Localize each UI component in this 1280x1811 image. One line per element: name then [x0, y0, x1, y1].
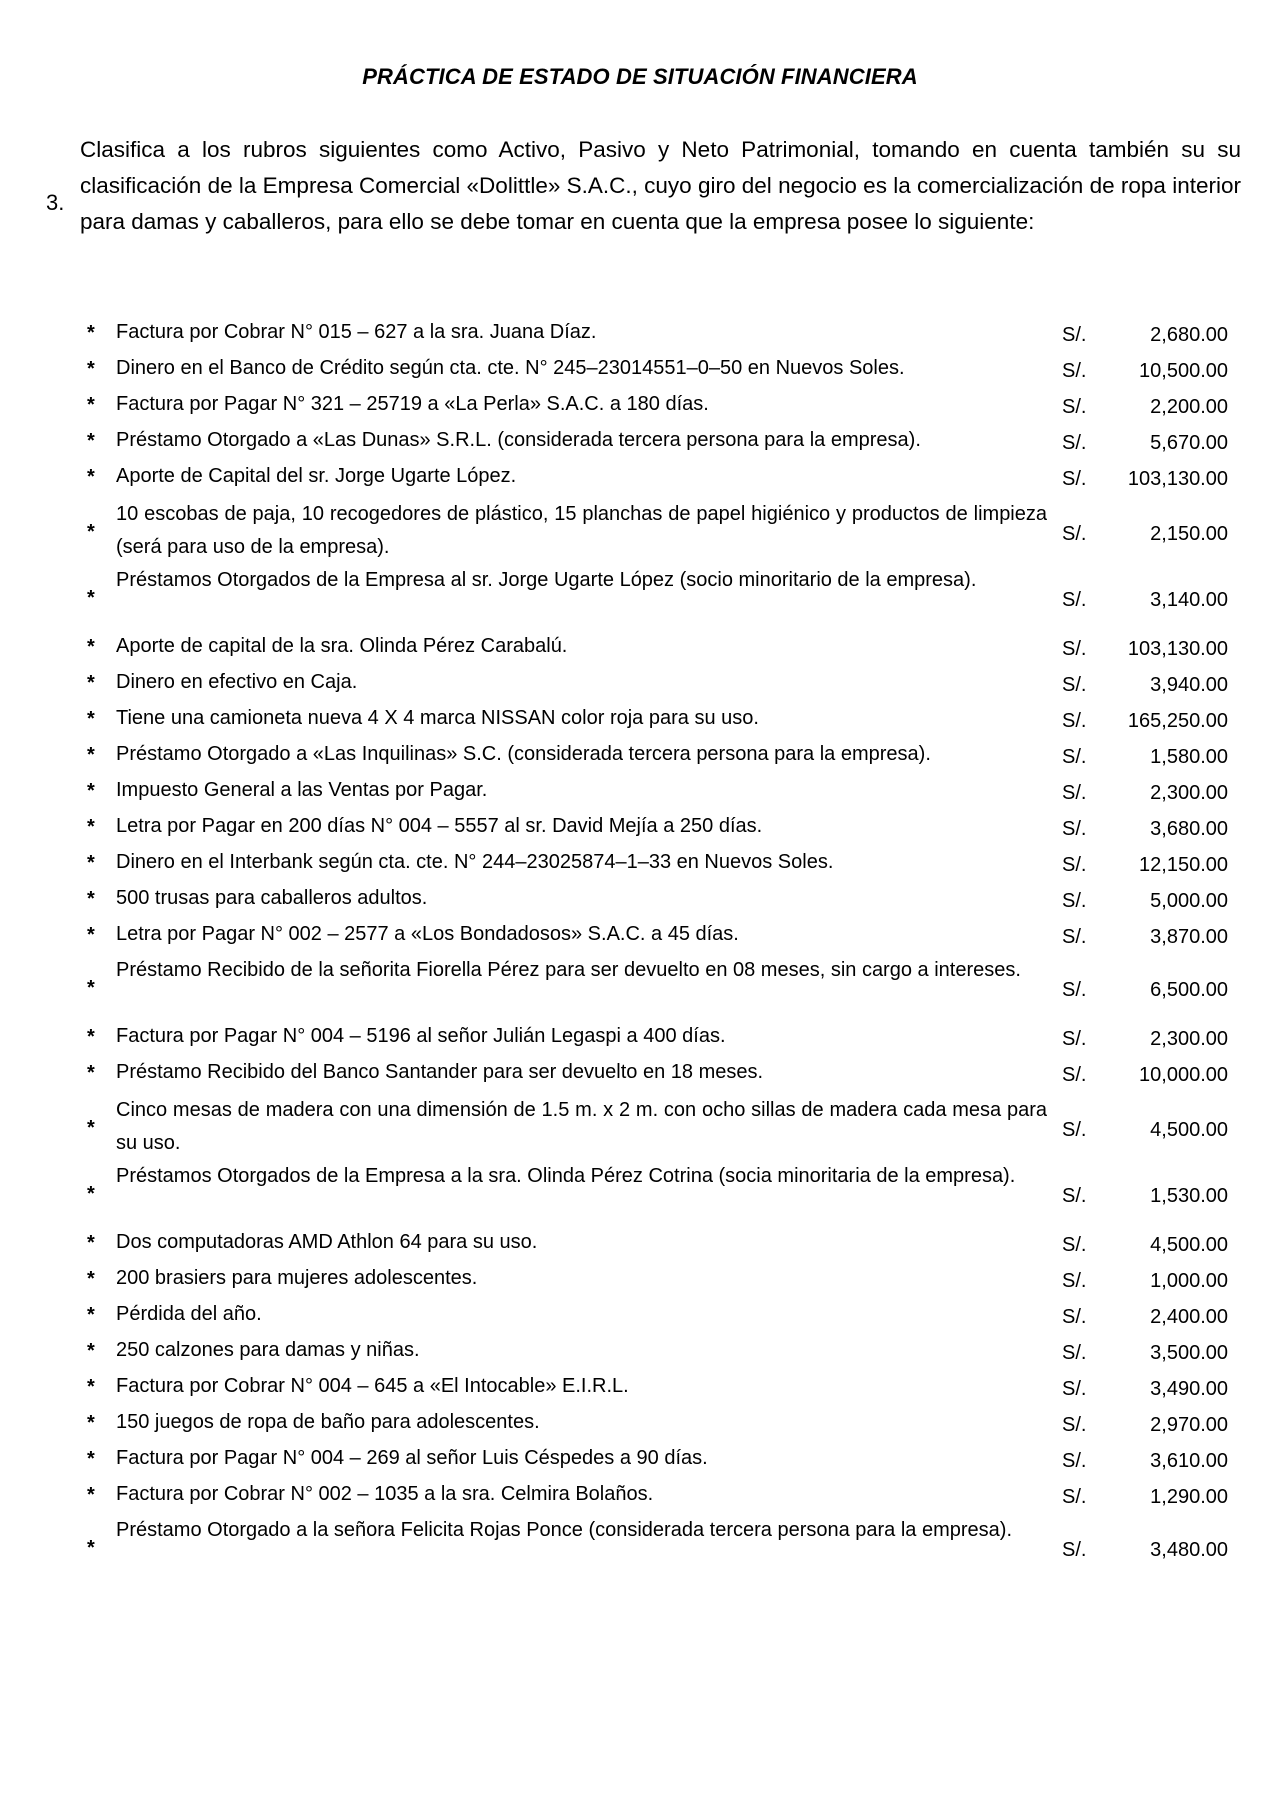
bullet-marker: *	[87, 672, 95, 694]
list-item	[0, 668, 1280, 701]
list-item	[0, 1336, 1280, 1369]
item-currency: S/.	[1062, 979, 1087, 1001]
item-currency: S/.	[1062, 1486, 1087, 1508]
item-currency: S/.	[1062, 1234, 1087, 1256]
document-title: PRÁCTICA DE ESTADO DE SITUACIÓN FINANCIERA	[362, 64, 918, 89]
bullet-marker: *	[87, 1183, 95, 1205]
item-description: 200 brasiers para mujeres adolescentes.	[116, 1267, 478, 1289]
list-item	[0, 1162, 1280, 1228]
item-amount: 2,400.00	[1150, 1306, 1228, 1328]
list-item	[0, 1058, 1280, 1091]
item-currency: S/.	[1062, 523, 1087, 545]
bullet-marker: *	[87, 322, 95, 344]
bullet-marker: *	[87, 636, 95, 658]
item-currency: S/.	[1062, 674, 1087, 696]
question-number: 3.	[46, 190, 65, 215]
item-description: Factura por Cobrar N° 015 – 627 a la sra. Juana Díaz.	[116, 321, 597, 343]
bullet-marker: *	[87, 1062, 95, 1084]
item-amount: 2,300.00	[1150, 782, 1228, 804]
list-item	[0, 812, 1280, 845]
item-description: Dinero en el Interbank según cta. cte. N° 244–23025874–1–33 en Nuevos Soles.	[116, 851, 834, 873]
list-item	[0, 566, 1280, 632]
item-description: Tiene una camioneta nueva 4 X 4 marca NISSAN color roja para su uso.	[116, 707, 759, 729]
item-currency: S/.	[1062, 396, 1087, 418]
item-currency: S/.	[1062, 710, 1087, 732]
item-amount: 3,500.00	[1150, 1342, 1228, 1364]
list-item	[0, 1022, 1280, 1055]
bullet-marker: *	[87, 1268, 95, 1290]
item-description: Cinco mesas de madera con una dimensión de 1.5 m. x 2 m. con ocho sillas de madera cada mesa para su uso.	[116, 1099, 1047, 1154]
item-description: Dos computadoras AMD Athlon 64 para su uso.	[116, 1231, 538, 1253]
bullet-marker: *	[87, 1448, 95, 1470]
item-description: 150 juegos de ropa de baño para adolescentes.	[116, 1411, 540, 1433]
list-item	[0, 1300, 1280, 1333]
item-currency: S/.	[1062, 926, 1087, 948]
item-description: Dinero en efectivo en Caja.	[116, 671, 358, 693]
bullet-marker: *	[87, 744, 95, 766]
item-amount: 3,140.00	[1150, 589, 1228, 611]
item-currency: S/.	[1062, 746, 1087, 768]
list-item	[0, 1372, 1280, 1405]
item-amount: 103,130.00	[1127, 638, 1228, 660]
item-description: 500 trusas para caballeros adultos.	[116, 887, 428, 909]
item-currency: S/.	[1062, 890, 1087, 912]
item-amount: 3,480.00	[1150, 1539, 1228, 1561]
list-item	[0, 426, 1280, 459]
item-currency: S/.	[1062, 1270, 1087, 1292]
bullet-marker: *	[87, 587, 95, 609]
bullet-marker: *	[87, 924, 95, 946]
list-item	[0, 1444, 1280, 1477]
item-amount: 5,000.00	[1150, 890, 1228, 912]
bullet-marker: *	[87, 1537, 95, 1559]
list-item	[0, 1480, 1280, 1513]
bullet-marker: *	[87, 1304, 95, 1326]
item-currency: S/.	[1062, 1064, 1087, 1086]
list-item	[0, 390, 1280, 423]
item-amount: 2,970.00	[1150, 1414, 1228, 1436]
bullet-marker: *	[87, 1376, 95, 1398]
list-item	[0, 354, 1280, 387]
item-description: Factura por Pagar N° 004 – 5196 al señor Julián Legaspi a 400 días.	[116, 1025, 726, 1047]
item-currency: S/.	[1062, 324, 1087, 346]
item-currency: S/.	[1062, 360, 1087, 382]
item-description: Préstamos Otorgados de la Empresa a la sra. Olinda Pérez Cotrina (socia minoritaria de la empresa).	[116, 1165, 1016, 1187]
item-amount: 2,150.00	[1150, 523, 1228, 545]
item-currency: S/.	[1062, 1450, 1087, 1472]
question-intro: Clasifica a los rubros siguientes como Activo, Pasivo y Neto Patrimonial, tomando en cuenta también su su clasificación de la Empresa Comercial «Dolittle» S.A.C., cuyo giro del negocio es la comercialización de ropa interior para damas y caballeros, para ello se debe tomar en cuenta que la empresa posee lo siguiente:	[80, 137, 1241, 234]
list-item	[0, 1264, 1280, 1297]
bullet-marker: *	[87, 780, 95, 802]
item-currency: S/.	[1062, 854, 1087, 876]
item-description: Préstamo Otorgado a la señora Felicita Rojas Ponce (considerada tercera persona para la empresa).	[116, 1519, 1013, 1541]
item-description: Impuesto General a las Ventas por Pagar.	[116, 779, 488, 801]
item-description: 10 escobas de paja, 10 recogedores de plástico, 15 planchas de papel higiénico y productos de limpieza (será para uso de la empresa).	[116, 503, 1047, 558]
item-currency: S/.	[1062, 432, 1087, 454]
item-description: Préstamo Recibido de la señorita Fiorella Pérez para ser devuelto en 08 meses, sin cargo a intereses.	[116, 959, 1021, 981]
item-amount: 165,250.00	[1127, 710, 1228, 732]
item-description: Aporte de capital de la sra. Olinda Pérez Carabalú.	[116, 635, 568, 657]
item-amount: 3,610.00	[1150, 1450, 1228, 1472]
item-amount: 12,150.00	[1139, 854, 1228, 876]
bullet-marker: *	[87, 521, 95, 543]
item-currency: S/.	[1062, 1414, 1087, 1436]
item-amount: 3,940.00	[1150, 674, 1228, 696]
bullet-marker: *	[87, 430, 95, 452]
item-currency: S/.	[1062, 638, 1087, 660]
bullet-marker: *	[87, 852, 95, 874]
bullet-marker: *	[87, 1232, 95, 1254]
item-currency: S/.	[1062, 1306, 1087, 1328]
item-amount: 2,300.00	[1150, 1028, 1228, 1050]
list-item	[0, 1408, 1280, 1441]
item-description: Dinero en el Banco de Crédito según cta. cte. N° 245–23014551–0–50 en Nuevos Soles.	[116, 357, 905, 379]
item-description: Préstamo Otorgado a «Las Dunas» S.R.L. (considerada tercera persona para la empresa).	[116, 429, 921, 451]
item-currency: S/.	[1062, 818, 1087, 840]
list-item	[0, 776, 1280, 809]
item-amount: 103,130.00	[1127, 468, 1228, 490]
item-amount: 6,500.00	[1150, 979, 1228, 1001]
bullet-marker: *	[87, 1117, 95, 1139]
list-item	[0, 704, 1280, 737]
item-description: 250 calzones para damas y niñas.	[116, 1339, 420, 1361]
item-currency: S/.	[1062, 589, 1087, 611]
item-amount: 5,670.00	[1150, 432, 1228, 454]
item-description: Letra por Pagar N° 002 – 2577 a «Los Bondadosos» S.A.C. a 45 días.	[116, 923, 739, 945]
item-description: Factura por Pagar N° 004 – 269 al señor Luis Céspedes a 90 días.	[116, 1447, 708, 1469]
item-description: Pérdida del año.	[116, 1303, 262, 1325]
item-amount: 4,500.00	[1150, 1119, 1228, 1141]
item-description: Letra por Pagar en 200 días N° 004 – 5557 al sr. David Mejía a 250 días.	[116, 815, 763, 837]
item-amount: 1,290.00	[1150, 1486, 1228, 1508]
item-currency: S/.	[1062, 1119, 1087, 1141]
item-description: Préstamos Otorgados de la Empresa al sr. Jorge Ugarte López (socio minoritario de la empresa).	[116, 569, 977, 591]
bullet-marker: *	[87, 1026, 95, 1048]
item-amount: 4,500.00	[1150, 1234, 1228, 1256]
list-item	[0, 848, 1280, 881]
bullet-marker: *	[87, 816, 95, 838]
item-currency: S/.	[1062, 1378, 1087, 1400]
item-amount: 3,680.00	[1150, 818, 1228, 840]
item-amount: 1,530.00	[1150, 1185, 1228, 1207]
list-item	[0, 318, 1280, 351]
item-currency: S/.	[1062, 1342, 1087, 1364]
bullet-marker: *	[87, 466, 95, 488]
item-amount: 1,580.00	[1150, 746, 1228, 768]
item-currency: S/.	[1062, 468, 1087, 490]
list-item	[0, 740, 1280, 773]
bullet-marker: *	[87, 708, 95, 730]
item-description: Factura por Cobrar N° 002 – 1035 a la sra. Celmira Bolaños.	[116, 1483, 654, 1505]
item-currency: S/.	[1062, 1539, 1087, 1561]
item-amount: 10,000.00	[1139, 1064, 1228, 1086]
bullet-marker: *	[87, 1340, 95, 1362]
item-currency: S/.	[1062, 782, 1087, 804]
item-description: Factura por Cobrar N° 004 – 645 a «El Intocable» E.I.R.L.	[116, 1375, 629, 1397]
item-amount: 3,870.00	[1150, 926, 1228, 948]
list-item	[0, 1096, 1280, 1162]
item-amount: 3,490.00	[1150, 1378, 1228, 1400]
list-item	[0, 1516, 1280, 1582]
item-description: Préstamo Recibido del Banco Santander para ser devuelto en 18 meses.	[116, 1061, 764, 1083]
item-description: Aporte de Capital del sr. Jorge Ugarte López.	[116, 465, 517, 487]
bullet-marker: *	[87, 888, 95, 910]
list-item	[0, 500, 1280, 566]
bullet-marker: *	[87, 1484, 95, 1506]
bullet-marker: *	[87, 1412, 95, 1434]
item-amount: 2,680.00	[1150, 324, 1228, 346]
bullet-marker: *	[87, 358, 95, 380]
list-item	[0, 884, 1280, 917]
item-amount: 10,500.00	[1139, 360, 1228, 382]
item-amount: 2,200.00	[1150, 396, 1228, 418]
list-item	[0, 1228, 1280, 1261]
list-item	[0, 462, 1280, 495]
item-currency: S/.	[1062, 1185, 1087, 1207]
bullet-marker: *	[87, 394, 95, 416]
item-description: Factura por Pagar N° 321 – 25719 a «La Perla» S.A.C. a 180 días.	[116, 393, 709, 415]
list-item	[0, 920, 1280, 953]
list-item	[0, 956, 1280, 1022]
list-item	[0, 632, 1280, 665]
item-amount: 1,000.00	[1150, 1270, 1228, 1292]
item-currency: S/.	[1062, 1028, 1087, 1050]
item-description: Préstamo Otorgado a «Las Inquilinas» S.C. (considerada tercera persona para la empresa).	[116, 743, 931, 765]
bullet-marker: *	[87, 977, 95, 999]
